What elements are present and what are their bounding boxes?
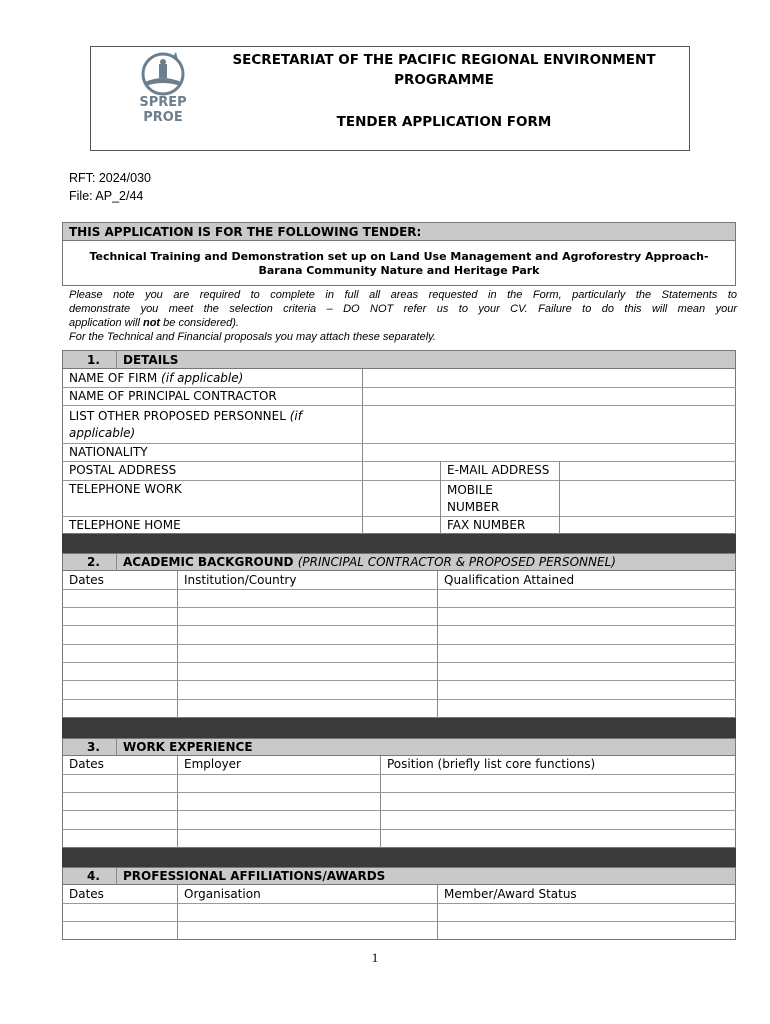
- note-line4: For the Technical and Financial proposals you may attach these separately.: [69, 331, 436, 343]
- academic-col-institution: Institution/Country: [184, 573, 297, 587]
- work-row-line: [62, 810, 736, 811]
- section4-header: [62, 867, 736, 885]
- section2-number: 2.: [87, 555, 100, 569]
- affil-col-divider: [177, 885, 178, 940]
- tender-heading-bar: [62, 222, 736, 241]
- note-line3: [69, 316, 737, 330]
- section2-header: [62, 553, 736, 571]
- section1-header: [62, 350, 736, 369]
- tender-title-line1: Technical Training and Demonstration set up on Land Use Management and Agroforestry Approach-: [89, 250, 709, 263]
- page-number: 1: [371, 950, 379, 965]
- telephone-home-input[interactable]: [363, 517, 440, 534]
- work-col-dates: Dates: [69, 757, 104, 771]
- tender-title: [62, 250, 736, 278]
- affil-col-divider: [437, 885, 438, 940]
- mobile-label: [441, 482, 499, 516]
- mobile-label-1: MOBILE: [447, 483, 493, 497]
- work-row-line: [62, 792, 736, 793]
- section1-title: DETAILS: [123, 353, 179, 367]
- telephone-home-label: TELEPHONE HOME: [69, 518, 181, 532]
- note-line1: Please note you are required to complete in full all areas requested in the Form, particularly the Statements to: [69, 289, 737, 301]
- note-line3-bold: not: [142, 317, 161, 329]
- file-number: File: AP_2/44: [69, 189, 144, 203]
- form-title: TENDER APPLICATION FORM: [336, 114, 552, 130]
- work-col-divider: [380, 756, 381, 848]
- mobile-input[interactable]: [560, 481, 736, 516]
- telephone-work-label: TELEPHONE WORK: [69, 482, 182, 496]
- logo-text-line1: SPREP: [139, 95, 187, 110]
- work-row-line: [62, 774, 736, 775]
- other-personnel-hint: (if: [289, 409, 302, 423]
- email-input[interactable]: [560, 462, 736, 480]
- note-line3-c: be considered).: [160, 317, 239, 329]
- affil-col-dates: Dates: [69, 887, 104, 901]
- principal-contractor-label: NAME OF PRINCIPAL CONTRACTOR: [69, 389, 277, 403]
- work-col-divider: [177, 756, 178, 848]
- rft-number: RFT: 2024/030: [69, 171, 151, 185]
- other-personnel-text: LIST OTHER PROPOSED PERSONNEL: [69, 409, 290, 423]
- academic-table: [62, 553, 736, 718]
- nationality-label: NATIONALITY: [69, 445, 148, 459]
- other-personnel-hint-2: applicable): [69, 426, 136, 440]
- section3-header: [62, 738, 736, 756]
- tender-heading: THIS APPLICATION IS FOR THE FOLLOWING TENDER:: [69, 225, 422, 239]
- fax-label: FAX NUMBER: [447, 518, 526, 532]
- telephone-work-input[interactable]: [363, 481, 440, 516]
- work-col-position: Position (briefly list core functions): [387, 757, 596, 771]
- nationality-input[interactable]: [363, 444, 736, 461]
- firm-name-input[interactable]: [363, 369, 736, 387]
- mobile-label-2: NUMBER: [447, 500, 500, 514]
- academic-row-line: [62, 589, 736, 590]
- section2-title-text: ACADEMIC BACKGROUND: [123, 555, 298, 569]
- academic-col-dates: Dates: [69, 573, 104, 587]
- org-title-line2: PROGRAMME: [394, 72, 494, 88]
- instructions-note: [69, 288, 737, 344]
- tender-title-line2: Barana Community Nature and Heritage Park: [258, 264, 540, 277]
- academic-row-line: [62, 625, 736, 626]
- section1-number: 1.: [87, 353, 100, 367]
- email-label: E-MAIL ADDRESS: [447, 463, 550, 477]
- academic-row-line: [62, 607, 736, 608]
- postal-address-input[interactable]: [363, 462, 440, 480]
- other-personnel-label: [63, 408, 302, 442]
- note-line2: demonstrate you meet the selection criteria – DO NOT refer us to your CV. Failure to do this will mean your: [69, 303, 737, 315]
- affil-row-line: [62, 903, 736, 904]
- section-separator: [62, 534, 736, 553]
- section3-number: 3.: [87, 740, 100, 754]
- firm-name-hint: (if applicable): [161, 371, 244, 385]
- logo-text: [132, 95, 194, 125]
- org-title-line1: SECRETARIAT OF THE PACIFIC REGIONAL ENVIRONMENT: [232, 52, 656, 68]
- section2-title: [117, 555, 616, 569]
- fax-input[interactable]: [560, 517, 736, 534]
- note-line3-a: application will: [69, 317, 143, 329]
- firm-name-label: [63, 371, 243, 385]
- academic-row-line: [62, 699, 736, 700]
- affil-row-line: [62, 921, 736, 922]
- firm-name-text: NAME OF FIRM: [69, 371, 162, 385]
- academic-row-line: [62, 680, 736, 681]
- affil-col-organisation: Organisation: [184, 887, 261, 901]
- postal-address-label: POSTAL ADDRESS: [69, 463, 177, 477]
- section4-number: 4.: [87, 869, 100, 883]
- logo-text-line2: PROE: [143, 110, 183, 125]
- other-personnel-input[interactable]: [363, 406, 736, 443]
- academic-row-line: [62, 644, 736, 645]
- principal-contractor-input[interactable]: [363, 388, 736, 405]
- section3-title: WORK EXPERIENCE: [123, 740, 253, 754]
- section4-title: PROFESSIONAL AFFILIATIONS/AWARDS: [123, 869, 386, 883]
- work-row-line: [62, 829, 736, 830]
- academic-row-line: [62, 662, 736, 663]
- section-separator: [62, 718, 736, 738]
- section-separator: [62, 848, 736, 867]
- section2-subtitle: (PRINCIPAL CONTRACTOR & PROPOSED PERSONNEL): [297, 555, 616, 569]
- work-col-employer: Employer: [184, 757, 241, 771]
- academic-col-qualification: Qualification Attained: [444, 573, 575, 587]
- affil-col-status: Member/Award Status: [444, 887, 577, 901]
